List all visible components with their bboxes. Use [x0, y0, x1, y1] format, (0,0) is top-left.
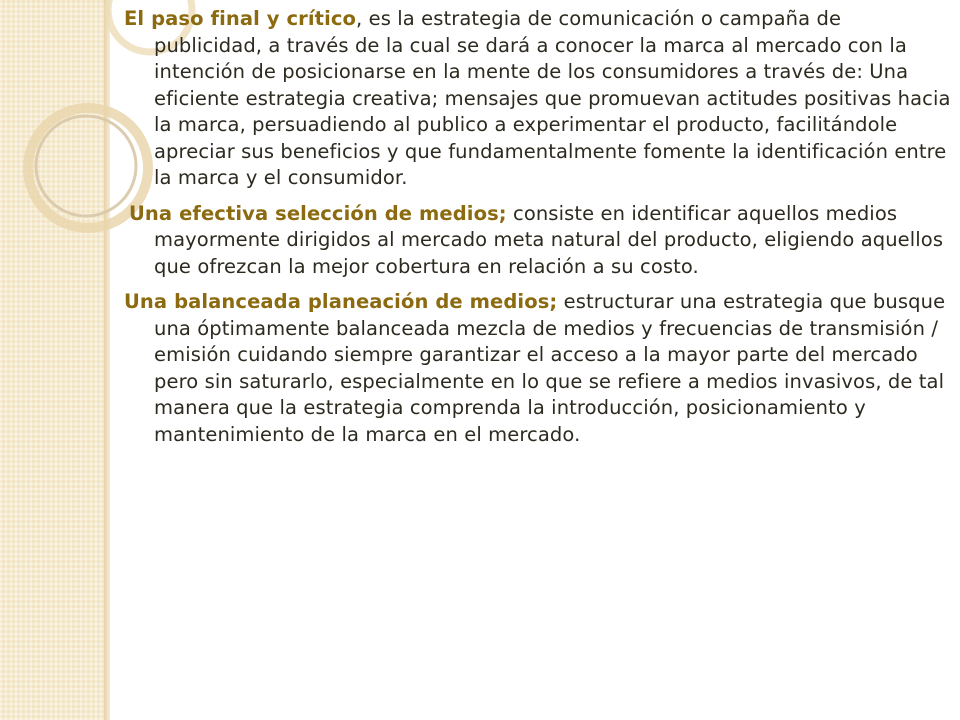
slide-content — [124, 6, 954, 448]
paragraph-heading: El paso final y crítico — [124, 7, 357, 30]
paragraph-paso-final — [124, 6, 954, 192]
paragraph-heading: Una balanceada planeación de medios; — [124, 290, 558, 313]
paragraph-body: estructurar una estrategia que busque una óptimamente balanceada mezcla de medios y frecuencias de transmisión / emisión cuidando siempre garantizar el acceso a la mayor parte del mercado pero sin saturarlo, especialmente en lo que se refiere a medios invasivos, de tal manera que la estrategia comprenda la introducción, posicionamiento y mantenimiento de la marca en el mercado. — [154, 290, 946, 446]
decorative-ring-inner — [36, 116, 136, 216]
paragraph-body: , es la estrategia de comunicación o campaña de publicidad, a través de la cual se dará a conocer la marca al mercado con la intención de posicionarse en la mente de los consumidores a través de: Una eficiente estrategia creativa; mensajes que promuevan actitudes positivas hacia la marca, persuadiendo al publico a experimentar el producto, facilitándole apreciar sus beneficios y que fundamentalmente fomente la identificación entre la marca y el consumidor. — [154, 7, 951, 189]
paragraph-body: consiste en identificar aquellos medios mayormente dirigidos al mercado meta natural del producto, eligiendo aquellos que ofrezcan la mejor cobertura en relación a su costo. — [154, 201, 944, 278]
paragraph-seleccion-medios — [124, 201, 954, 281]
paragraph-planeacion-medios — [124, 289, 954, 448]
paragraph-heading: Una efectiva selección de medios; — [129, 201, 507, 225]
